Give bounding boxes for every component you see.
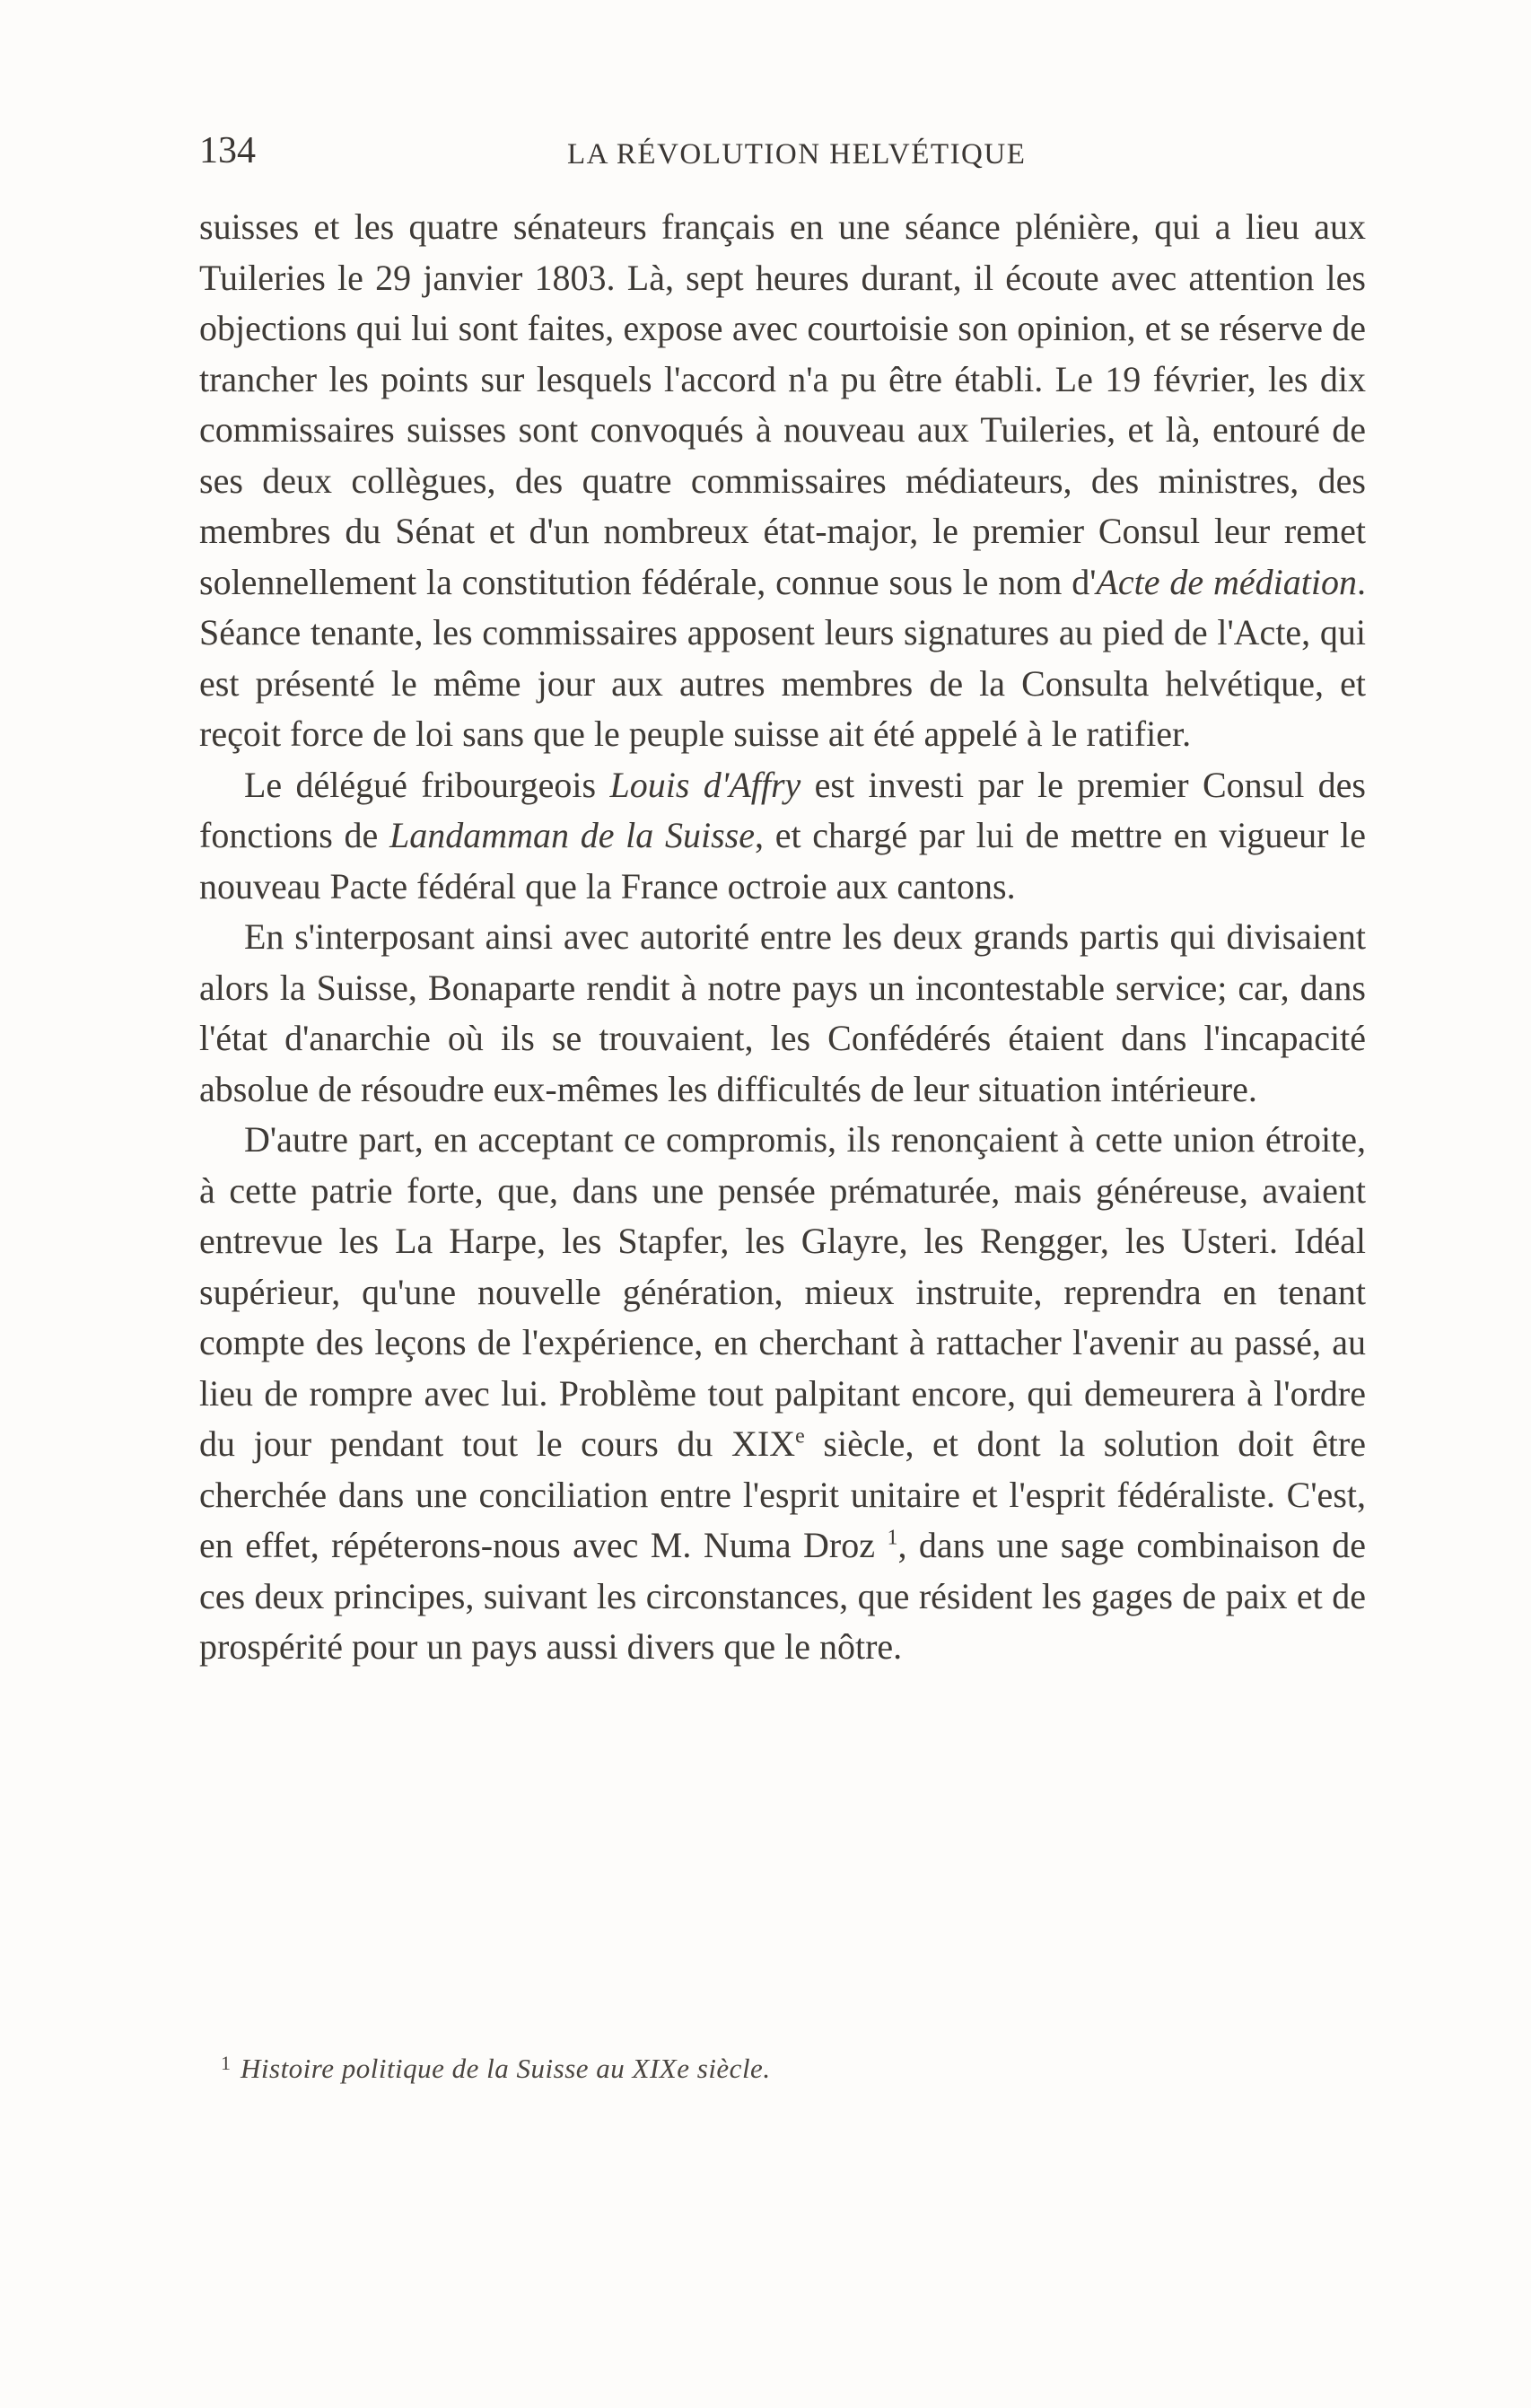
paragraph-2-text-1: Le délégué fribourgeois — [244, 764, 610, 805]
paragraph-1 — [199, 202, 1366, 760]
page-number: 134 — [199, 130, 256, 171]
body-text — [199, 202, 1366, 1673]
footnote-reference[interactable]: 1 — [887, 1526, 898, 1550]
paragraph-2-italic-1: Louis d'Affry — [609, 764, 801, 805]
footnote — [221, 2051, 1362, 2087]
paragraph-2 — [199, 760, 1366, 913]
paragraph-2-text-2: est investi par le premier Consul des fonctions de — [199, 764, 1366, 855]
paragraph-2-italic-2: Landamman de la Suisse — [389, 815, 755, 855]
paragraph-1-italic-1: Acte de médiation — [1096, 561, 1357, 602]
paragraph-4-text-1: D'autre part, en acceptant ce compromis, ils renonçaient à cette union étroite, à cette patrie forte, que, dans une pensée prématurée, mais généreuse, avaient entrevue les La Harpe, les Stapfer, les Glayre, les Rengger, les Usteri. Idéal supérieur, qu'une nouvelle génération, mieux instruite, reprendra en tenant compte des leçons de l'expérience, en cherchant à rattacher l'avenir au passé, au lieu de rompre avec lui. Problème tout palpitant encore, qui demeurera à l'ordre du jour pendant tout le cours du XIX — [199, 1119, 1366, 1464]
running-head: LA RÉVOLUTION HELVÉTIQUE — [567, 138, 1027, 171]
footnote-marker: 1 — [221, 2052, 231, 2074]
paragraph-2-text-3: , et chargé par lui de mettre en vigueur le nouveau Pacte fédéral que la France octroie aux cantons. — [199, 815, 1367, 906]
paragraph-4-text-2: siècle, et dont la solution doit être cherchée dans une conciliation entre l'esprit unitaire et l'esprit fédéraliste. C'est, en effet, répéterons-nous avec M. Numa Droz — [199, 1423, 1366, 1565]
paragraph-1-text-1: suisses et les quatre sénateurs français en une séance plénière, qui a lieu aux Tuileries le 29 janvier 1803. Là, sept heures durant, il écoute avec attention les objections qui lui sont faites, expose avec courtoisie son opinion, et se réserve de trancher les points sur lesquels l'accord n'a pu être établi. Le 19 février, les dix commissaires suisses sont convoqués à nouveau aux Tuileries, et là, entouré de ses deux collègues, des quatre commissaires médiateurs, des ministres, des membres du Sénat et d'un nombreux état-major, le premier Consul leur remet solennellement la constitution fédérale, connue sous le nom d' — [199, 206, 1366, 602]
paragraph-1-text-2: . Séance tenante, les commissaires apposent leurs signatures au pied de l'Acte, qui est présenté le même jour aux autres membres de la Consulta helvétique, et reçoit force de loi sans que le peuple suisse ait été appelé à le ratifier. — [199, 561, 1366, 754]
footnote-text: Histoire politique de la Suisse au XIXe siècle. — [241, 2053, 771, 2084]
page-header — [199, 124, 1366, 178]
century-superscript: e — [795, 1424, 805, 1449]
paragraph-3-text: En s'interposant ainsi avec autorité entre les deux grands partis qui divisaient alors la Suisse, Bonaparte rendit à notre pays un incontestable service; car, dans l'état d'anarchie où ils se trouvaient, les Confédérés étaient dans l'incapacité absolue de résoudre eux-mêmes les difficultés de leur situation intérieure. — [199, 916, 1366, 1109]
paragraph-4-text-3: , dans une sage combinaison de ces deux principes, suivant les circonstances, que résident les gages de paix et de prospérité pour un pays aussi divers que le nôtre. — [199, 1525, 1366, 1667]
paragraph-3 — [199, 912, 1366, 1115]
paragraph-4 — [199, 1115, 1366, 1673]
